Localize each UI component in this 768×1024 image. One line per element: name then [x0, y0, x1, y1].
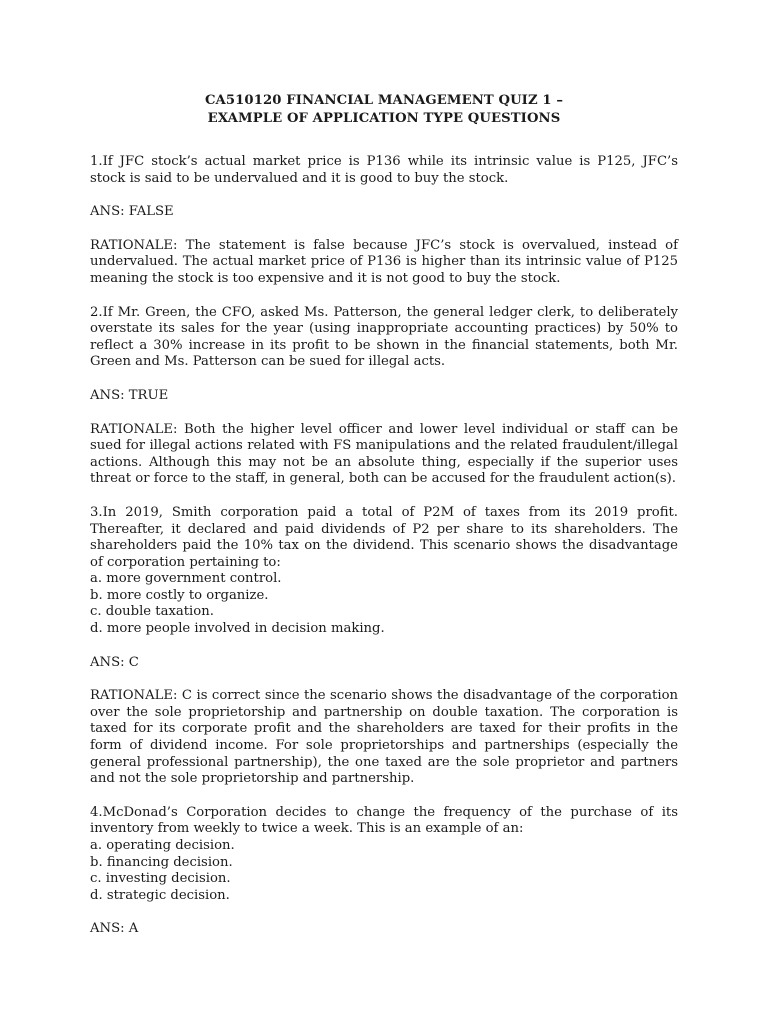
question-3-option-b: b. more costly to organize.	[90, 587, 269, 603]
question-3-option-d: d. more people involved in decision making.	[90, 621, 385, 637]
rationale-1: RATIONALE: The statement is false because JFC’s stock is overvalued, instead of undervalued. The actual market price of P136 is higher than its intrinsic value of P125 meaning the stock is too expensive and it is not good to buy the stock.	[90, 237, 678, 286]
question-4: 4.McDonad’s Corporation decides to change the frequency of the purchase of its inventory from weekly to twice a week. This is an example of an:	[90, 804, 678, 837]
rationale-2: RATIONALE: Both the higher level officer and lower level individual or staff can be sued for illegal actions related with FS manipulations and the related fraudulent/illegal actions. Although this may not be an absolute thing, especially if the superior uses threat or force to the staff, in general, both can be accused for the fraudulent action(s).	[90, 421, 678, 487]
question-3-option-c: c. double taxation.	[90, 604, 214, 620]
question-3: 3.In 2019, Smith corporation paid a total of P2M of taxes from its 2019 profit. Thereafter, it declared and paid dividends of P2 per share to its shareholders. The shareholders paid the 10% tax on the dividend. This scenario shows the disadvantage of corporation pertaining to:	[90, 504, 678, 570]
question-4-option-c: c. investing decision.	[90, 871, 231, 887]
answer-3: ANS: C	[90, 654, 139, 670]
answer-1: ANS: FALSE	[90, 204, 174, 220]
answer-4: ANS: A	[90, 921, 139, 937]
question-4-option-d: d. strategic decision.	[90, 887, 230, 903]
answer-2: ANS: TRUE	[90, 387, 169, 403]
title-line-2: EXAMPLE OF APPLICATION TYPE QUESTIONS	[207, 111, 561, 126]
question-4-option-b: b. financing decision.	[90, 854, 233, 870]
question-3-block	[90, 505, 678, 638]
question-1: 1.If JFC stock’s actual market price is P136 while its intrinsic value is P125, JFC’s stock is said to be undervalued and it is good to buy the stock.	[90, 154, 678, 186]
rationale-3: RATIONALE: C is correct since the scenario shows the disadvantage of the corporation over the sole proprietorship and partnership on double taxation. The corporation is taxed for its corporate profit and the shareholders are taxed for their profits in the form of dividend income. For sole proprietorships and partnerships (especially the general professional partnership), the one taxed are the sole proprietor and partners and not the sole proprietorship and partnership.	[90, 688, 678, 787]
title-line-1: CA510120 FINANCIAL MANAGEMENT QUIZ 1 –	[204, 93, 564, 108]
question-3-option-a: a. more government control.	[90, 571, 282, 587]
question-2: 2.If Mr. Green, the CFO, asked Ms. Patterson, the general ledger clerk, to deliberately overstate its sales for the year (using inappropriate accounting practices) by 50% to reflect a 30% increase in its profit to be shown in the financial statements, both Mr. Green and Ms. Patterson can be sued for illegal acts.	[90, 304, 678, 370]
question-4-block	[90, 805, 678, 905]
question-4-option-a: a. operating decision.	[90, 838, 235, 853]
document-title	[90, 92, 678, 128]
